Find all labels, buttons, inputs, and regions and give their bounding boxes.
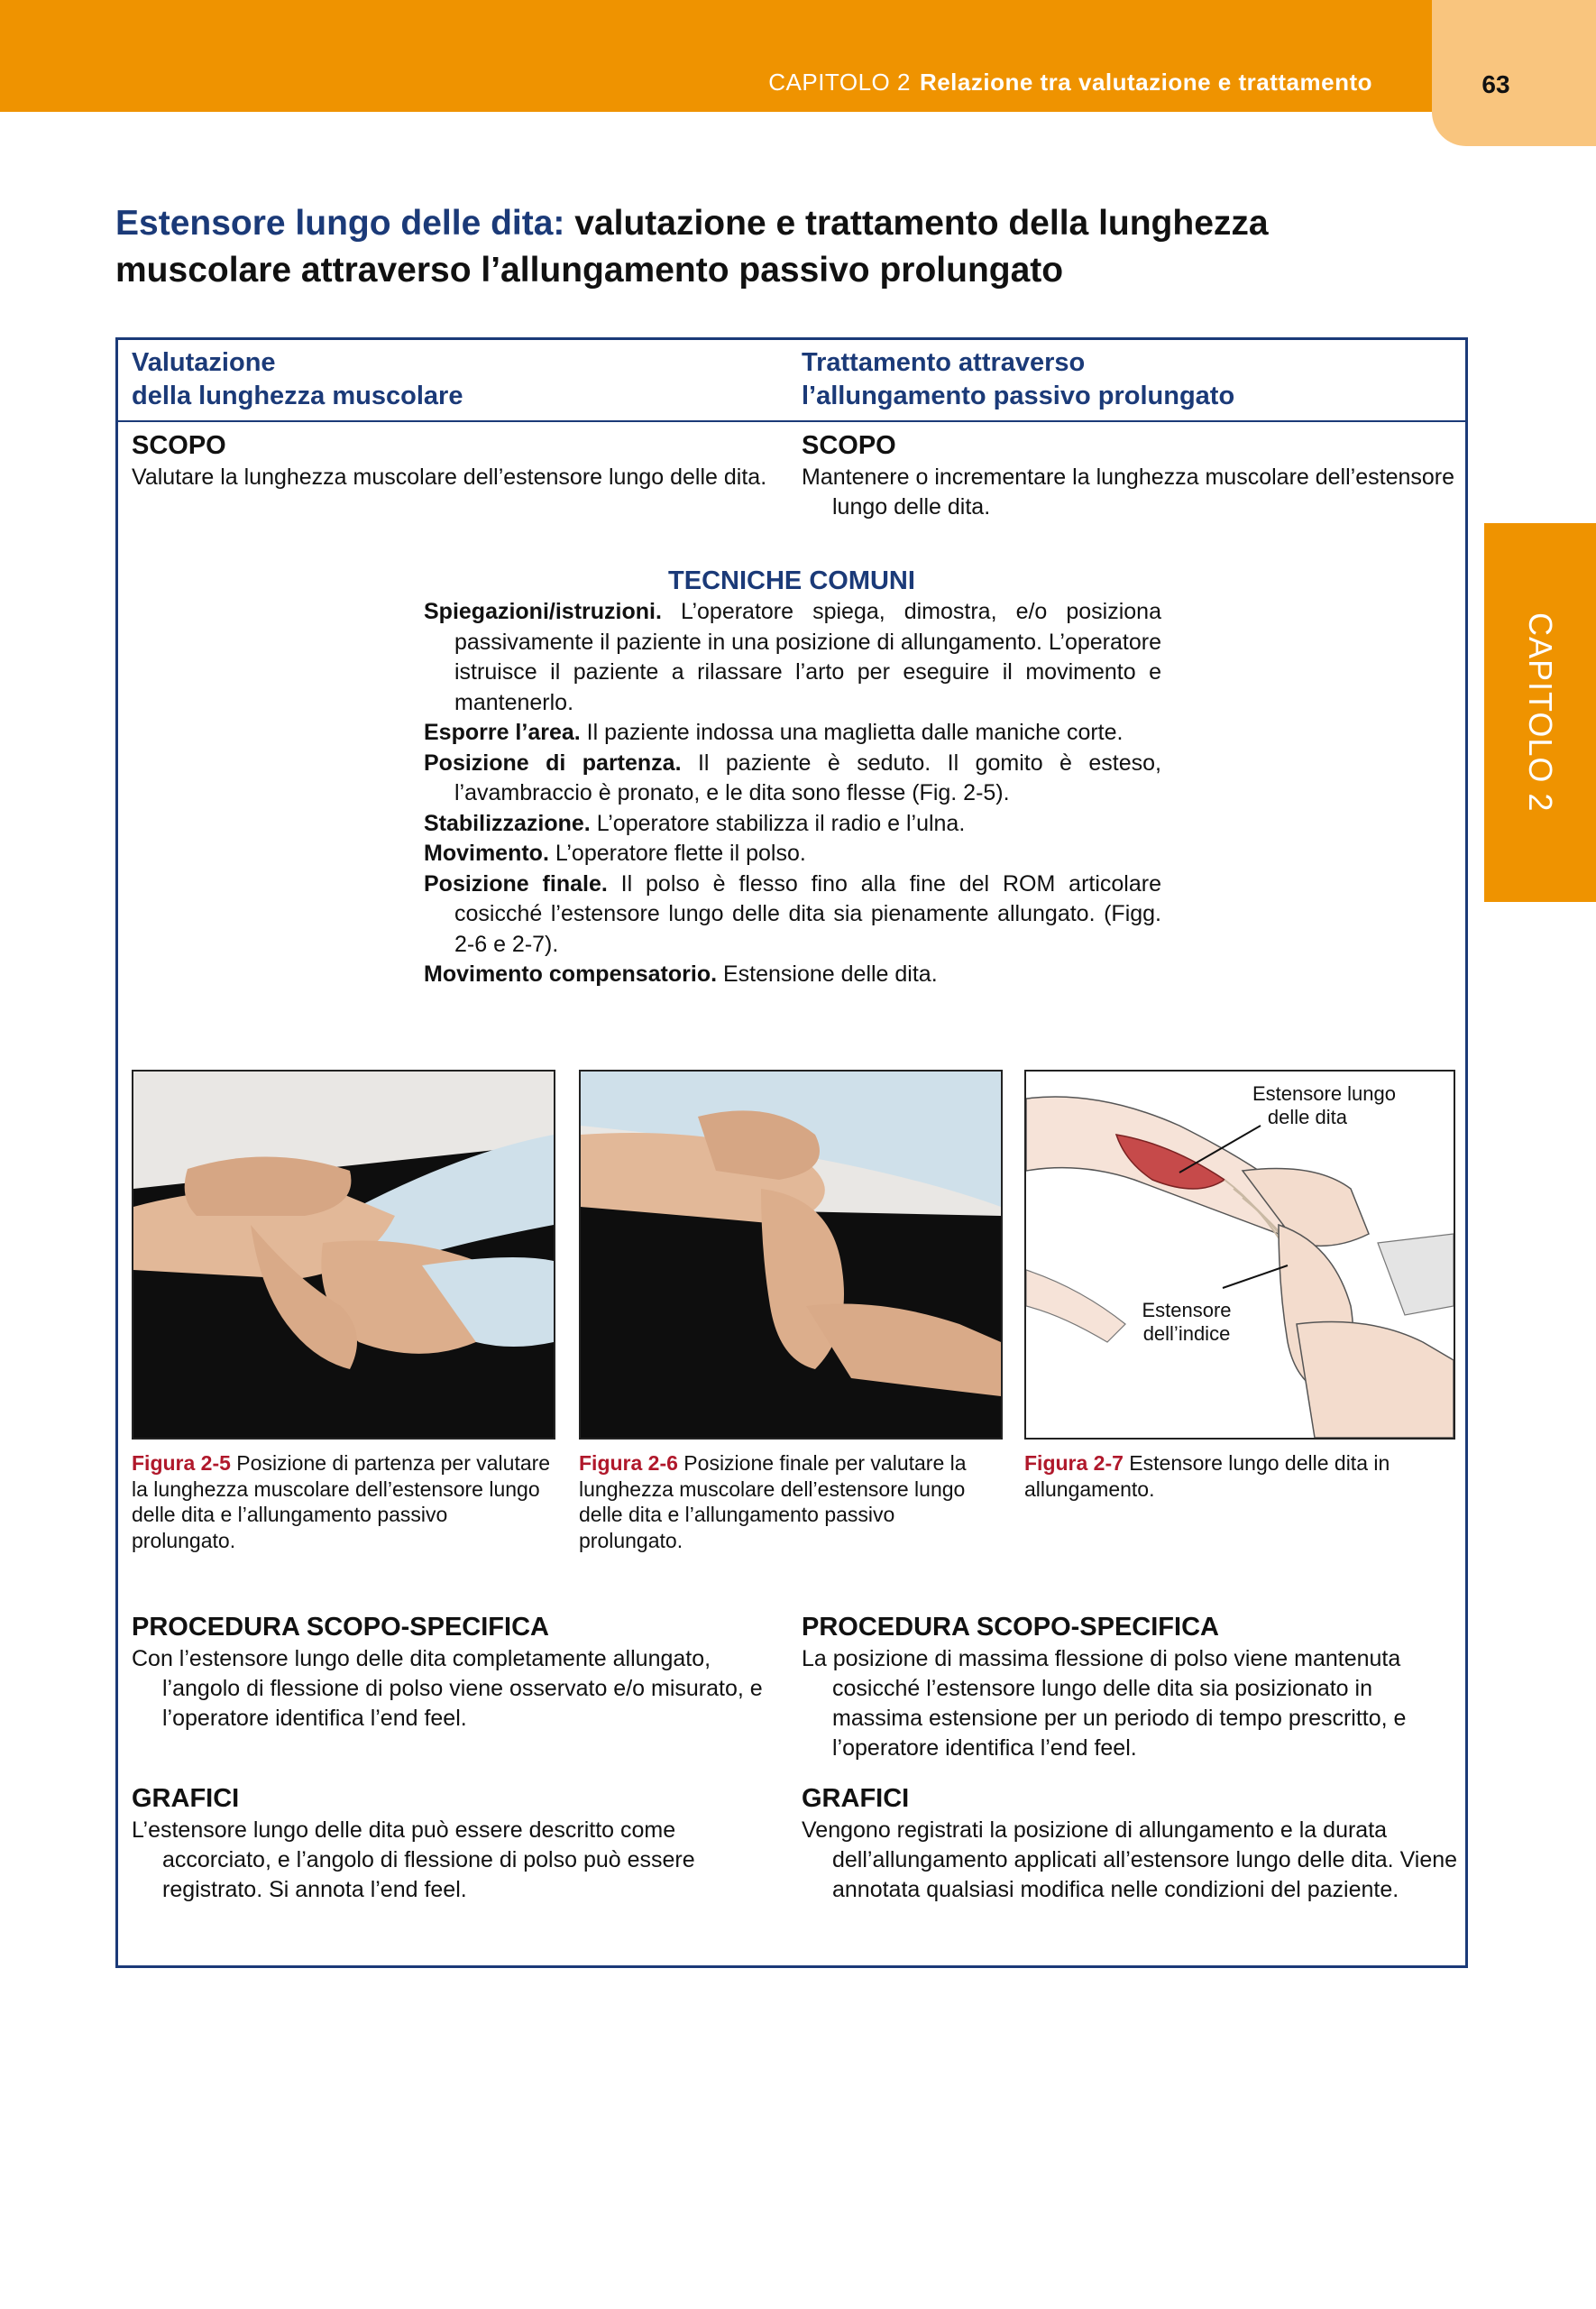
figure-2-5-text: Posizione di partenza per valutare la lunghezza muscolare dell’estensore lungo delle dita e l’allungamento passivo prolungato. [132, 1451, 551, 1552]
technique-text: Il paziente è seduto. Il gomito è esteso, l’avambraccio è pronato, e le dita sono flesse (Fig. 2-5). [454, 750, 1161, 805]
right-scopo-paragraph: Mantenere o incrementare la lunghezza muscolare dell’estensore lungo delle dita. [802, 465, 1455, 520]
technique-label: Esporre l’area. [424, 720, 581, 745]
page-title [115, 200, 1378, 294]
left-grafici-paragraph: L’estensore lungo delle dita può essere descritto come accorciato, e l’angolo di flessione di polso può essere registrato. Si annota l’end feel. [132, 1817, 695, 1902]
technique-text: Estensione delle dita. [717, 961, 938, 987]
left-grafici-text [132, 1816, 786, 1905]
right-procedure-title: PROCEDURA SCOPO-SPECIFICA [802, 1613, 1219, 1642]
figure-2-5-label: Figura 2-5 [132, 1451, 231, 1475]
figure-2-6-text: Posizione finale per valutare la lunghezza muscolare dell’estensore lungo delle dita e l’allungamento passivo prolungato. [579, 1451, 967, 1552]
left-procedure-title: PROCEDURA SCOPO-SPECIFICA [132, 1613, 549, 1642]
figure-2-7-text: Estensore lungo delle dita in allungamento. [1024, 1451, 1390, 1501]
label-estensore-indice-line2: dell’indice [1142, 1322, 1231, 1345]
technique-item [424, 960, 1161, 990]
technique-text: L’operatore flette il polso. [548, 841, 806, 866]
left-procedure-paragraph: Con l’estensore lungo delle dita completamente allungato, l’angolo di flessione di polso viene osservato e/o misurato, e l’operatore identifica l’end feel. [132, 1646, 763, 1731]
figure-2-5-caption [132, 1450, 555, 1553]
label-estensore-indice-line1: Estensore [1142, 1299, 1232, 1321]
technique-label: Posizione di partenza. [424, 750, 682, 776]
title-highlight: Estensore lungo delle dita: [115, 204, 565, 243]
left-scopo-text [132, 463, 786, 492]
figure-2-7-illustration [1024, 1070, 1455, 1440]
left-column-head [132, 346, 763, 413]
technique-label: Posizione finale. [424, 870, 608, 897]
right-column-head [802, 346, 1433, 413]
label-estensore-indice [1124, 1299, 1250, 1346]
technique-text: L’operatore stabilizza il radio e l’ulna. [590, 810, 966, 836]
chapter-title: Relazione tra valutazione e trattamento [919, 69, 1372, 96]
technique-label: Movimento compensatorio. [424, 961, 718, 987]
right-grafici-text [802, 1816, 1460, 1905]
right-column-head-line2: l’allungamento passivo prolungato [802, 382, 1235, 410]
right-scopo-title: SCOPO [802, 431, 896, 460]
left-scopo-title: SCOPO [132, 431, 226, 460]
technique-item [424, 809, 1161, 840]
left-column-head-line2: della lunghezza muscolare [132, 382, 463, 410]
technique-item [424, 839, 1161, 869]
figure-2-6-label: Figura 2-6 [579, 1451, 678, 1475]
chapter-label: CAPITOLO 2 [768, 69, 911, 96]
right-column-head-line1: Trattamento attraverso [802, 348, 1086, 377]
techniques-heading: TECNICHE COMUNI [668, 566, 915, 595]
left-column-head-line1: Valutazione [132, 348, 276, 377]
technique-text: Il polso è flesso fino alla fine del ROM articolare cosicché l’estensore lungo delle dita sia pienamente allungato. (Figg. 2-6 e 2-7). [454, 870, 1161, 957]
technique-text: L’operatore spiega, dimostra, e/o posiziona passivamente il paziente in una posizione di allungamento. L’operatore istruisce il paziente a rilassare l’arto per eseguire il movimento e mantenerlo. [454, 599, 1161, 715]
right-procedure-paragraph: La posizione di massima flessione di polso viene mantenuta cosicché l’estensore lungo delle dita sia posizionato in massima estensione per un periodo di tempo prescritto, e l’operatore identifica l’end feel. [802, 1646, 1407, 1761]
right-grafici-title: GRAFICI [802, 1784, 910, 1813]
label-estensore-lungo-line2: delle dita [1267, 1106, 1347, 1128]
technique-label: Movimento. [424, 841, 549, 866]
technique-item [424, 597, 1161, 718]
title-line2: muscolare attraverso l’allungamento passivo prolungato [115, 251, 1064, 290]
left-grafici-title: GRAFICI [132, 1784, 240, 1813]
technique-item [424, 869, 1161, 961]
figure-2-7-caption [1024, 1450, 1455, 1502]
technique-text: Il paziente indossa una maglietta dalle maniche corte. [580, 720, 1124, 745]
figure-2-6-caption [579, 1450, 1003, 1553]
figure-2-6-photo [579, 1070, 1003, 1440]
figure-2-5-photo [132, 1070, 555, 1440]
technique-item [424, 749, 1161, 809]
chapter-side-tab-label: CAPITOLO 2 [1522, 612, 1559, 813]
right-scopo-text [802, 463, 1460, 522]
label-estensore-lungo [1026, 1082, 1396, 1129]
right-grafici-paragraph: Vengono registrati la posizione di allungamento e la durata dell’allungamento applicati all’estensore lungo delle dita. Viene annotata qualsiasi modifica nelle condizioni del paziente. [802, 1817, 1458, 1902]
column-head-rule [118, 420, 1465, 422]
title-line1: valutazione e trattamento della lunghezza [564, 204, 1269, 243]
right-procedure-text [802, 1644, 1460, 1763]
page-number: 63 [1481, 70, 1510, 98]
technique-item [424, 718, 1161, 749]
figure-2-7-label: Figura 2-7 [1024, 1451, 1124, 1475]
technique-label: Stabilizzazione. [424, 810, 591, 836]
techniques-list [424, 597, 1161, 990]
technique-label: Spiegazioni/istruzioni. [424, 599, 662, 624]
label-estensore-lungo-line1: Estensore lungo [1252, 1082, 1396, 1105]
left-procedure-text [132, 1644, 786, 1734]
running-head [0, 69, 1372, 97]
left-scopo-paragraph: Valutare la lunghezza muscolare dell’estensore lungo delle dita. [132, 465, 767, 490]
